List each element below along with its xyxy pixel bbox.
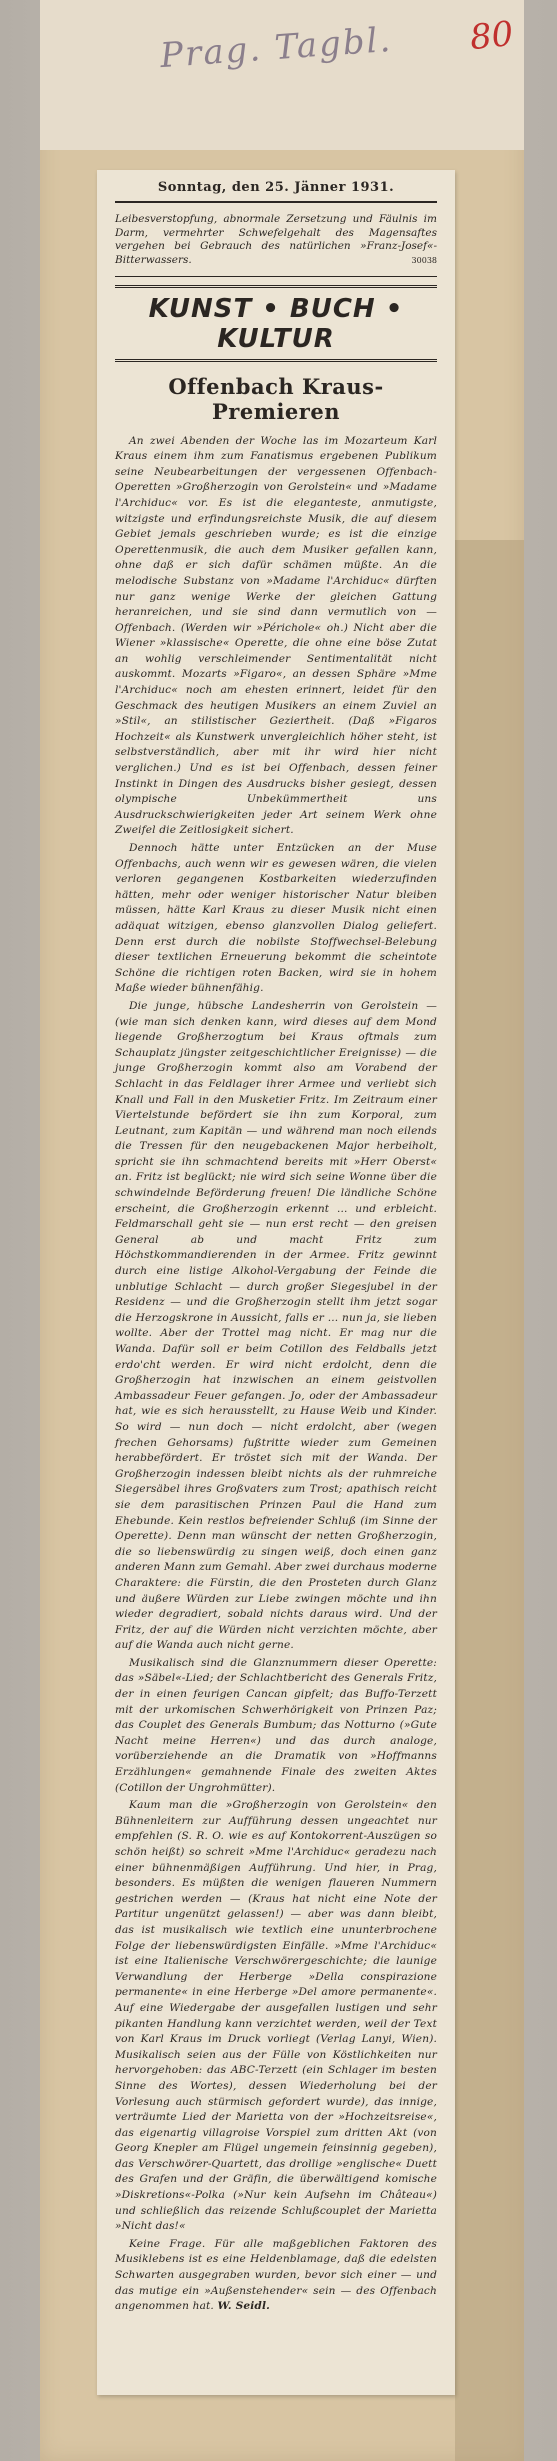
paragraph-last bbox=[115, 2237, 437, 2315]
paragraph-text: Keine Frage. Für alle maßgeblichen Faktoren des Musiklebens ist es eine Heldenblamage, daß die edelsten Schwarten ausgegraben wurden, bevor sich einer — und das mutige ein »Außenstehender« sein — des Offenbach angenommen hat. bbox=[115, 2237, 437, 2313]
dateline: Sonntag, den 25. Jänner 1931. bbox=[115, 180, 437, 203]
paragraph: Dennoch hätte unter Entzücken an der Muse Offenbachs, auch wenn wir es gewesen wären, die vielen verloren gegangenen Kostbarkeiten wiederzufinden hätten, mehr oder weniger historischer Natur bleiben müssen, hätte Karl Kraus zu dieser Musik nicht einen adäquat witzigen, ebenso glanzvollen Dialog geliefert. Denn erst durch die nobilste Stoffwechsel-Belebung dieser textlichen Erneuerung bekommt die scheintote Schöne die richtigen roten Backen, wird sie in hohem Maße wieder bühnenfähig. bbox=[115, 842, 437, 995]
advertisement-text: Leibesverstopfung, abnormale Zersetzung und Fäulnis im Darm, vermehrter Schwefelgehalt des Magensaftes vergehen bei Gebrauch des natürlichen »Franz-Josef«-Bitterwassers. bbox=[115, 213, 437, 266]
paragraph: An zwei Abenden der Woche las im Mozarteum Karl Kraus einem ihm zum Fanatismus ergebenen Publikum seine Neubearbeitungen der vergessenen Offenbach-Operetten »Großherzogin von Gerolstein« und »Madame l'Archiduc« vor. Es ist die eleganteste, anmutigste, witzigste und erfindungsreichste Musik, die auf diesem Gebiet jemals geschrieben wurde; es ist die einzige Operettenmusik, die auch dem Musiker gefallen kann, ohne daß er sich dafür schämen müßte. An die melodische Substanz von »Madame l'Archiduc« dürften nur ganz wenige Werke der gleichen Gattung heranreichen, und sie sind dann vermutlich von — Offenbach. (Werden wir »Périchole« oh.) Nicht aber die Wiener »klassische« Operette, die ohne eine böse Zutat an wohlig verschleimender Sentimentalität nicht auskommt. Mozarts »Figaro«, an dessen Sphäre »Mme l'Archiduc« noch am ehesten erinnert, leidet für den Geschmack des heutigen Musikers an einem Zuviel an »Stil«, an stilistischer Geziertheit. (Daß »Figaros Hochzeit« als Kunstwerk unvergleichlich höher steht, ist selbstverständlich, aber mit ihr wird hier nicht verglichen.) Und es ist bei Offenbach, dessen feiner Instinkt in Dingen des Ausdrucks bisher gesiegt, dessen olympische Unbekümmertheit uns Ausdruckschwierigkeiten jeder Art seinem Werk ohne Zweifel die Zeitlosigkeit sichert. bbox=[115, 434, 437, 837]
author-signature: W. Seidl. bbox=[217, 2300, 271, 2313]
paragraph: Kaum man die »Großherzogin von Gerolstein« den Bühnenleitern zur Aufführung dessen ungeachtet nur empfehlen (S. R. O. wie es auf Kontokorrent-Auszügen so schön heißt) so schreit »Mme l'Archiduc« geradezu nach einer bühnenmäßigen Aufführung. Und hier, in Prag, besonders. Es müßten die wenigen flaueren Nummern gestrichen werden — (Kraus hat nicht eine Note der Partitur ungenützt gelassen!) — aber was dann bleibt, das ist musikalisch wie textlich eine ununterbrochene Folge der liebenswürdigsten Einfälle. »Mme l'Archiduc« ist eine Italienische Verschwörergeschichte; die launige Verwandlung der Herberge »Della conspirazione permanente« in eine Herberge »Del amore permanente«. Auf eine Wiedergabe der ausgefallen lustigen und sehr pikanten Handlung kann verzichtet werden, weil der Text von Karl Kraus im Druck vorliegt (Verlag Lanyi, Wien). Musikalisch seien aus der Fülle von Köstlichkeiten nur hervorgehoben: das ABC-Terzett (ein Schlager im besten Sinne des Wortes), dessen Wiederholung bei der Vorlesung auch stürmisch gefordert wurde), das innige, verträumte Lied der Marietta von der »Hochzeitsreise«, das eigenartig villagroise Vorspiel zum dritten Akt (von Georg Knepler am Flügel ungemein feinsinnig gegeben), das Verschwörer-Quartett, das drollige »englische« Duett des Grafen und der Gräfin, die überwältigend komische »Diskretions«-Polka (»Nur kein Aufsehn im Château«) und schließlich das reizende Schlußcouplet der Marietta »Nicht das!« bbox=[115, 1799, 437, 2233]
mounting-card-top bbox=[40, 0, 524, 150]
advertisement bbox=[115, 213, 437, 268]
paragraph: Musikalisch sind die Glanznummern dieser Operette: das »Säbel«-Lied; der Schlachtbericht des Generals Fritz, der in einen feurigen Cancan gipfelt; das Buffo-Terzett mit der urkomischen Schwerhörigkeit von Prinzen Paz; das Couplet des Generals Bumbum; das Notturno (»Gute Nacht meine Herren«) und das durch analoge, vorüberziehende an die Dramatik von »Hoffmanns Erzählungen« gemahnende Finale des zweiten Aktes (Cotillon der Ungrohmütter). bbox=[115, 1656, 437, 1794]
divider bbox=[115, 276, 437, 277]
article-body bbox=[115, 434, 437, 2315]
handwritten-source-note: Prag. Tagbl. bbox=[158, 19, 394, 77]
mounting-card-shadow bbox=[455, 540, 524, 2461]
archive-number: 80 bbox=[468, 13, 516, 59]
article-title: Offenbach Kraus-Premieren bbox=[168, 373, 384, 424]
advertisement-code: 30038 bbox=[411, 255, 437, 265]
section-header: KUNST • BUCH • KULTUR bbox=[115, 285, 437, 362]
newspaper-clipping bbox=[97, 170, 455, 2395]
paragraph: Die junge, hübsche Landesherrin von Gerolstein — (wie man sich denken kann, wird dieses auf dem Mond liegende Großherzogtum bei Kraus oftmals zum Schauplatz jüngster zeitgeschichtlicher Ereignisse) — die junge Großherzogin kommt also am Vorabend der Schlacht in das Feldlager ihrer Armee und verliebt sich Knall und Fall in den Musketier Fritz. Im Zeitraum einer Viertelstunde befördert sie ihn zum Korporal, zum Leutnant, zum Kapitän — und während man noch eilends die Tressen für den neugebackenen Major herbeiholt, spricht sie ihn schmachtend bereits mit »Herr Oberst« an. Fritz ist beglückt; nie wird sich seine Wonne über die schwindelnde Beförderung freuen! Die ländliche Schöne erscheint, die Großherzogin erkennt ... und erbleicht. Feldmarschall geht sie — nun erst recht — den greisen General ab und macht Fritz zum Höchstkommandierenden in der Armee. Fritz gewinnt durch eine listige Alkohol-Vergabung der Feinde die unblutige Schlacht — durch großer Siegesjubel in der Residenz — und die Großherzogin stellt ihm jetzt sogar die Herzogskrone in Aussicht, falls er ... nun ja, sie lieben wollte. Aber der Trottel mag nicht. Er mag nur die Wanda. Dafür soll er beim Cotillon des Feldballs jetzt erdo'cht werden. Er wird nicht erdolcht, denn die Großherzogin hat inzwischen an einem geistvollen Ambassadeur Feuer gefangen. Jo, oder der Ambassadeur hat, wie es sich herausstellt, zu Hause Weib und Kinder. So wird — nun doch — nicht erdolcht, aber (wegen frechen Gehorsams) fußtritte wieder zum Gemeinen herabbefördert. Er tröstet sich mit der Wanda. Der Großherzogin indessen bleibt nichts als der ruhmreiche Siegersäbel ihres Großvaters zum Trost; apathisch reicht sie dem parasitischen Prinzen Paul die Hand zum Ehebunde. Kein restlos befreiender Schluß (im Sinne der Operette). Denn man wünscht der netten Großherzogin, die so liebenswürdig zu singen weiß, doch einen ganz anderen Mann zum Gemahl. Aber zwei durchaus moderne Charaktere: die Fürstin, die den Prosteten durch Glanz und äußere Würden zur Liebe zwingen möchte und ihn wieder degradiert, sobald nichts daraus wird. Und der Fritz, der auf die Würden nicht verzichten möchte, aber auf die Wanda auch nicht gerne. bbox=[115, 999, 437, 1652]
